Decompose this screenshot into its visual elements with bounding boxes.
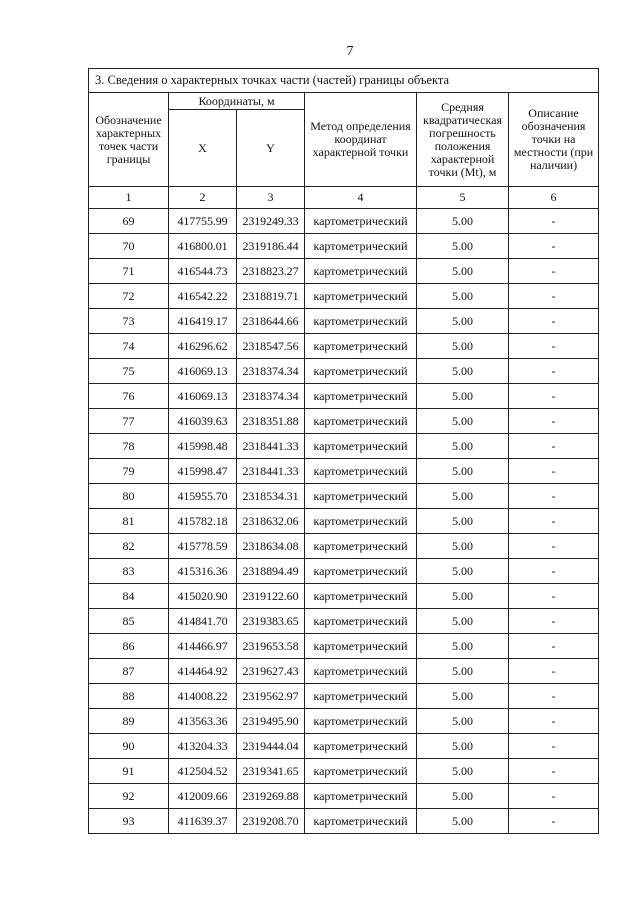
table-row	[89, 709, 599, 734]
mean-error: 5.00	[417, 609, 509, 634]
point-number: 86	[89, 634, 169, 659]
header-method: Метод определения координат характерной точки	[305, 93, 417, 187]
coord-y: 2319122.60	[237, 584, 305, 609]
table-row	[89, 359, 599, 384]
method: картометрический	[305, 209, 417, 234]
point-number: 69	[89, 209, 169, 234]
method: картометрический	[305, 759, 417, 784]
table-row	[89, 559, 599, 584]
coord-x: 413563.36	[169, 709, 237, 734]
coord-y: 2318823.27	[237, 259, 305, 284]
table-row	[89, 484, 599, 509]
table-row	[89, 409, 599, 434]
method: картометрический	[305, 684, 417, 709]
mean-error: 5.00	[417, 759, 509, 784]
mean-error: 5.00	[417, 684, 509, 709]
coord-x: 415778.59	[169, 534, 237, 559]
description: -	[509, 759, 599, 784]
description: -	[509, 659, 599, 684]
table-row	[89, 759, 599, 784]
point-number: 83	[89, 559, 169, 584]
mean-error: 5.00	[417, 559, 509, 584]
point-number: 71	[89, 259, 169, 284]
point-number: 89	[89, 709, 169, 734]
description: -	[509, 384, 599, 409]
point-number: 81	[89, 509, 169, 534]
table-row	[89, 259, 599, 284]
description: -	[509, 284, 599, 309]
mean-error: 5.00	[417, 309, 509, 334]
coord-y: 2318351.88	[237, 409, 305, 434]
coord-y: 2319249.33	[237, 209, 305, 234]
header-coordinates: Координаты, м	[169, 93, 305, 110]
coord-y: 2318632.06	[237, 509, 305, 534]
table-row	[89, 459, 599, 484]
mean-error: 5.00	[417, 709, 509, 734]
method: картометрический	[305, 709, 417, 734]
method: картометрический	[305, 734, 417, 759]
mean-error: 5.00	[417, 234, 509, 259]
header-row	[89, 93, 599, 110]
header-x: X	[169, 110, 237, 187]
method: картометрический	[305, 409, 417, 434]
boundary-points-table	[88, 68, 599, 834]
coord-x: 417755.99	[169, 209, 237, 234]
table-row	[89, 209, 599, 234]
point-number: 73	[89, 309, 169, 334]
method: картометрический	[305, 584, 417, 609]
description: -	[509, 559, 599, 584]
mean-error: 5.00	[417, 359, 509, 384]
description: -	[509, 334, 599, 359]
description: -	[509, 809, 599, 834]
description: -	[509, 234, 599, 259]
column-numbers-row	[89, 187, 599, 209]
method: картометрический	[305, 809, 417, 834]
point-number: 90	[89, 734, 169, 759]
column-number: 2	[169, 187, 237, 209]
description: -	[509, 509, 599, 534]
mean-error: 5.00	[417, 384, 509, 409]
coord-y: 2318547.56	[237, 334, 305, 359]
mean-error: 5.00	[417, 584, 509, 609]
method: картометрический	[305, 309, 417, 334]
table-row	[89, 684, 599, 709]
coord-y: 2319444.04	[237, 734, 305, 759]
table-row	[89, 609, 599, 634]
coord-y: 2319341.65	[237, 759, 305, 784]
table-row	[89, 334, 599, 359]
point-number: 84	[89, 584, 169, 609]
table-row	[89, 234, 599, 259]
description: -	[509, 459, 599, 484]
point-number: 72	[89, 284, 169, 309]
point-number: 76	[89, 384, 169, 409]
mean-error: 5.00	[417, 659, 509, 684]
coord-x: 415998.48	[169, 434, 237, 459]
method: картометрический	[305, 259, 417, 284]
coord-y: 2318441.33	[237, 459, 305, 484]
description: -	[509, 309, 599, 334]
coord-x: 415782.18	[169, 509, 237, 534]
coord-y: 2318374.34	[237, 384, 305, 409]
point-number: 77	[89, 409, 169, 434]
coord-x: 412009.66	[169, 784, 237, 809]
point-number: 80	[89, 484, 169, 509]
coord-y: 2319653.58	[237, 634, 305, 659]
method: картометрический	[305, 334, 417, 359]
header-description: Описание обозначения точки на местности (при наличии)	[509, 93, 599, 187]
mean-error: 5.00	[417, 809, 509, 834]
coord-x: 414008.22	[169, 684, 237, 709]
description: -	[509, 609, 599, 634]
header-y: Y	[237, 110, 305, 187]
table-row	[89, 584, 599, 609]
method: картометрический	[305, 484, 417, 509]
coord-y: 2319208.70	[237, 809, 305, 834]
coord-x: 415955.70	[169, 484, 237, 509]
description: -	[509, 534, 599, 559]
mean-error: 5.00	[417, 534, 509, 559]
point-number: 78	[89, 434, 169, 459]
method: картометрический	[305, 659, 417, 684]
coord-y: 2319627.43	[237, 659, 305, 684]
method: картометрический	[305, 284, 417, 309]
coord-y: 2319186.44	[237, 234, 305, 259]
mean-error: 5.00	[417, 484, 509, 509]
method: картометрический	[305, 509, 417, 534]
point-number: 88	[89, 684, 169, 709]
header-designation: Обозначение характерных точек части границы	[89, 93, 169, 187]
column-number: 5	[417, 187, 509, 209]
table-row	[89, 309, 599, 334]
coord-x: 416296.62	[169, 334, 237, 359]
coord-x: 416069.13	[169, 359, 237, 384]
coord-x: 416069.13	[169, 384, 237, 409]
table-row	[89, 384, 599, 409]
point-number: 85	[89, 609, 169, 634]
table-row	[89, 784, 599, 809]
coord-y: 2318894.49	[237, 559, 305, 584]
section-title: 3. Сведения о характерных точках части (частей) границы объекта	[89, 69, 599, 93]
description: -	[509, 434, 599, 459]
coord-y: 2319269.88	[237, 784, 305, 809]
description: -	[509, 259, 599, 284]
coord-x: 413204.33	[169, 734, 237, 759]
mean-error: 5.00	[417, 284, 509, 309]
coord-y: 2319383.65	[237, 609, 305, 634]
coord-y: 2319495.90	[237, 709, 305, 734]
coord-x: 416544.73	[169, 259, 237, 284]
description: -	[509, 734, 599, 759]
point-number: 79	[89, 459, 169, 484]
method: картометрический	[305, 234, 417, 259]
description: -	[509, 209, 599, 234]
mean-error: 5.00	[417, 334, 509, 359]
coord-x: 415316.36	[169, 559, 237, 584]
table-row	[89, 284, 599, 309]
point-number: 91	[89, 759, 169, 784]
point-number: 70	[89, 234, 169, 259]
coord-x: 411639.37	[169, 809, 237, 834]
column-number: 1	[89, 187, 169, 209]
point-number: 87	[89, 659, 169, 684]
mean-error: 5.00	[417, 209, 509, 234]
header-error: Средняя квадратическая погрешность положения характерной точки (Mt), м	[417, 93, 509, 187]
method: картометрический	[305, 359, 417, 384]
coord-y: 2318374.34	[237, 359, 305, 384]
section-title-row	[89, 69, 599, 93]
table-row	[89, 434, 599, 459]
column-number: 3	[237, 187, 305, 209]
table-row	[89, 534, 599, 559]
table-row	[89, 734, 599, 759]
page-number: 7	[346, 44, 354, 59]
column-number: 6	[509, 187, 599, 209]
coord-x: 416039.63	[169, 409, 237, 434]
table-row	[89, 634, 599, 659]
description: -	[509, 359, 599, 384]
description: -	[509, 409, 599, 434]
mean-error: 5.00	[417, 434, 509, 459]
method: картометрический	[305, 634, 417, 659]
coord-y: 2318819.71	[237, 284, 305, 309]
point-number: 75	[89, 359, 169, 384]
point-number: 93	[89, 809, 169, 834]
mean-error: 5.00	[417, 509, 509, 534]
coord-y: 2318441.33	[237, 434, 305, 459]
description: -	[509, 634, 599, 659]
mean-error: 5.00	[417, 734, 509, 759]
description: -	[509, 484, 599, 509]
coord-x: 415020.90	[169, 584, 237, 609]
method: картометрический	[305, 609, 417, 634]
mean-error: 5.00	[417, 409, 509, 434]
method: картометрический	[305, 559, 417, 584]
point-number: 92	[89, 784, 169, 809]
coord-x: 416419.17	[169, 309, 237, 334]
coord-x: 412504.52	[169, 759, 237, 784]
method: картометрический	[305, 534, 417, 559]
column-number: 4	[305, 187, 417, 209]
point-number: 82	[89, 534, 169, 559]
coord-y: 2318634.08	[237, 534, 305, 559]
method: картометрический	[305, 384, 417, 409]
method: картометрический	[305, 434, 417, 459]
coord-x: 416800.01	[169, 234, 237, 259]
coord-x: 414841.70	[169, 609, 237, 634]
table-row	[89, 659, 599, 684]
description: -	[509, 709, 599, 734]
coord-x: 414466.97	[169, 634, 237, 659]
coord-x: 415998.47	[169, 459, 237, 484]
table-row	[89, 509, 599, 534]
method: картометрический	[305, 784, 417, 809]
coord-x: 416542.22	[169, 284, 237, 309]
mean-error: 5.00	[417, 784, 509, 809]
mean-error: 5.00	[417, 634, 509, 659]
description: -	[509, 584, 599, 609]
mean-error: 5.00	[417, 459, 509, 484]
description: -	[509, 784, 599, 809]
coord-x: 414464.92	[169, 659, 237, 684]
coord-y: 2318644.66	[237, 309, 305, 334]
method: картометрический	[305, 459, 417, 484]
description: -	[509, 684, 599, 709]
point-number: 74	[89, 334, 169, 359]
coord-y: 2319562.97	[237, 684, 305, 709]
mean-error: 5.00	[417, 259, 509, 284]
coord-y: 2318534.31	[237, 484, 305, 509]
table-row	[89, 809, 599, 834]
